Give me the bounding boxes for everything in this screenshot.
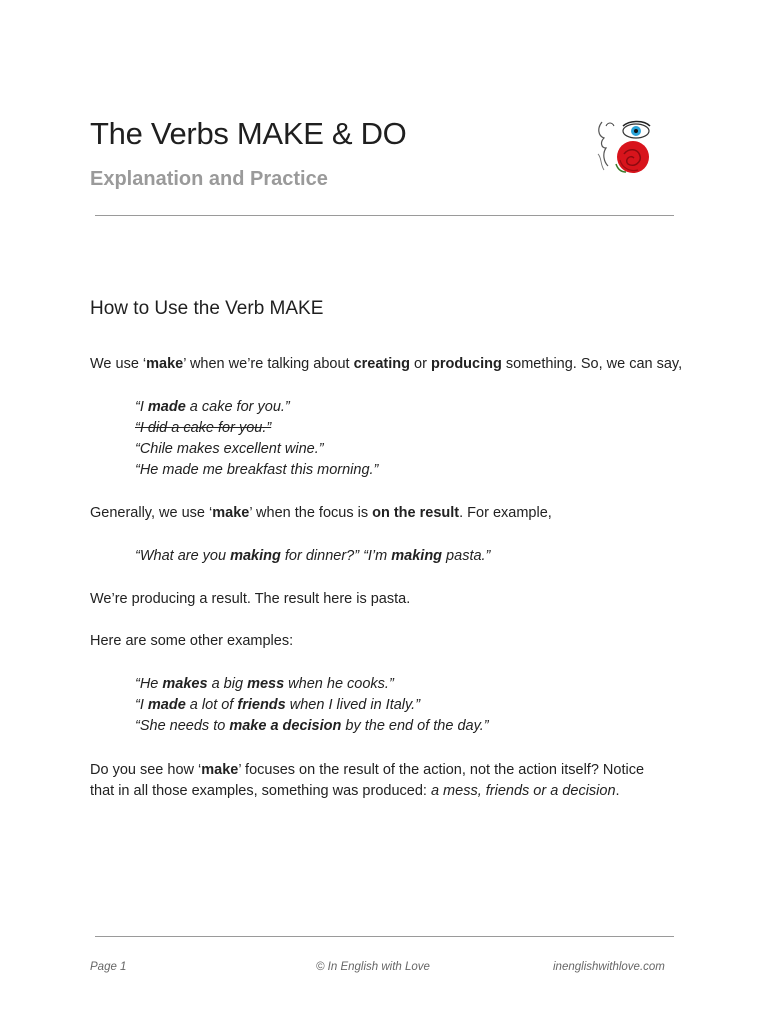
example-item-struck: “I did a cake for you.” — [135, 420, 272, 436]
example-item: “Chile makes excellent wine.” — [135, 441, 324, 457]
example-item: “She needs to make a decision by the end of the day.” — [135, 718, 489, 734]
page-subtitle: Explanation and Practice — [90, 168, 328, 190]
example-item: “He makes a big mess when he cooks.” — [135, 676, 394, 692]
example-item: “He made me breakfast this morning.” — [135, 462, 379, 478]
page-number: Page 1 — [90, 961, 127, 973]
example-list-1 — [135, 397, 695, 481]
footer-website-link[interactable]: inenglishwithlove.com — [553, 961, 665, 973]
intro-paragraph: We use ‘make’ when we’re talking about creating or producing something. So, we can say, — [90, 356, 683, 372]
closing-paragraph: Do you see how ‘make’ focuses on the result of the action, not the action itself? Notice that in all those examples, something was produced: a mess, friends or a decision. — [90, 762, 645, 799]
result-paragraph: We’re producing a result. The result here is pasta. — [90, 591, 411, 607]
footer-divider — [95, 936, 674, 937]
example-item: “What are you making for dinner?” “I’m making pasta.” — [135, 548, 491, 564]
example-list-3 — [135, 674, 695, 737]
rose-eye-logo-icon — [592, 114, 656, 176]
example-list-2 — [135, 546, 695, 567]
generally-paragraph: Generally, we use ‘make’ when the focus is on the result. For example, — [90, 505, 552, 521]
section-heading: How to Use the Verb MAKE — [90, 298, 324, 319]
example-item: “I made a cake for you.” — [135, 399, 290, 415]
example-item: “I made a lot of friends when I lived in Italy.” — [135, 697, 421, 713]
page-title: The Verbs MAKE & DO — [90, 116, 407, 151]
other-examples-paragraph: Here are some other examples: — [90, 633, 294, 649]
footer-copyright: © In English with Love — [316, 961, 430, 973]
header-divider — [95, 215, 674, 216]
